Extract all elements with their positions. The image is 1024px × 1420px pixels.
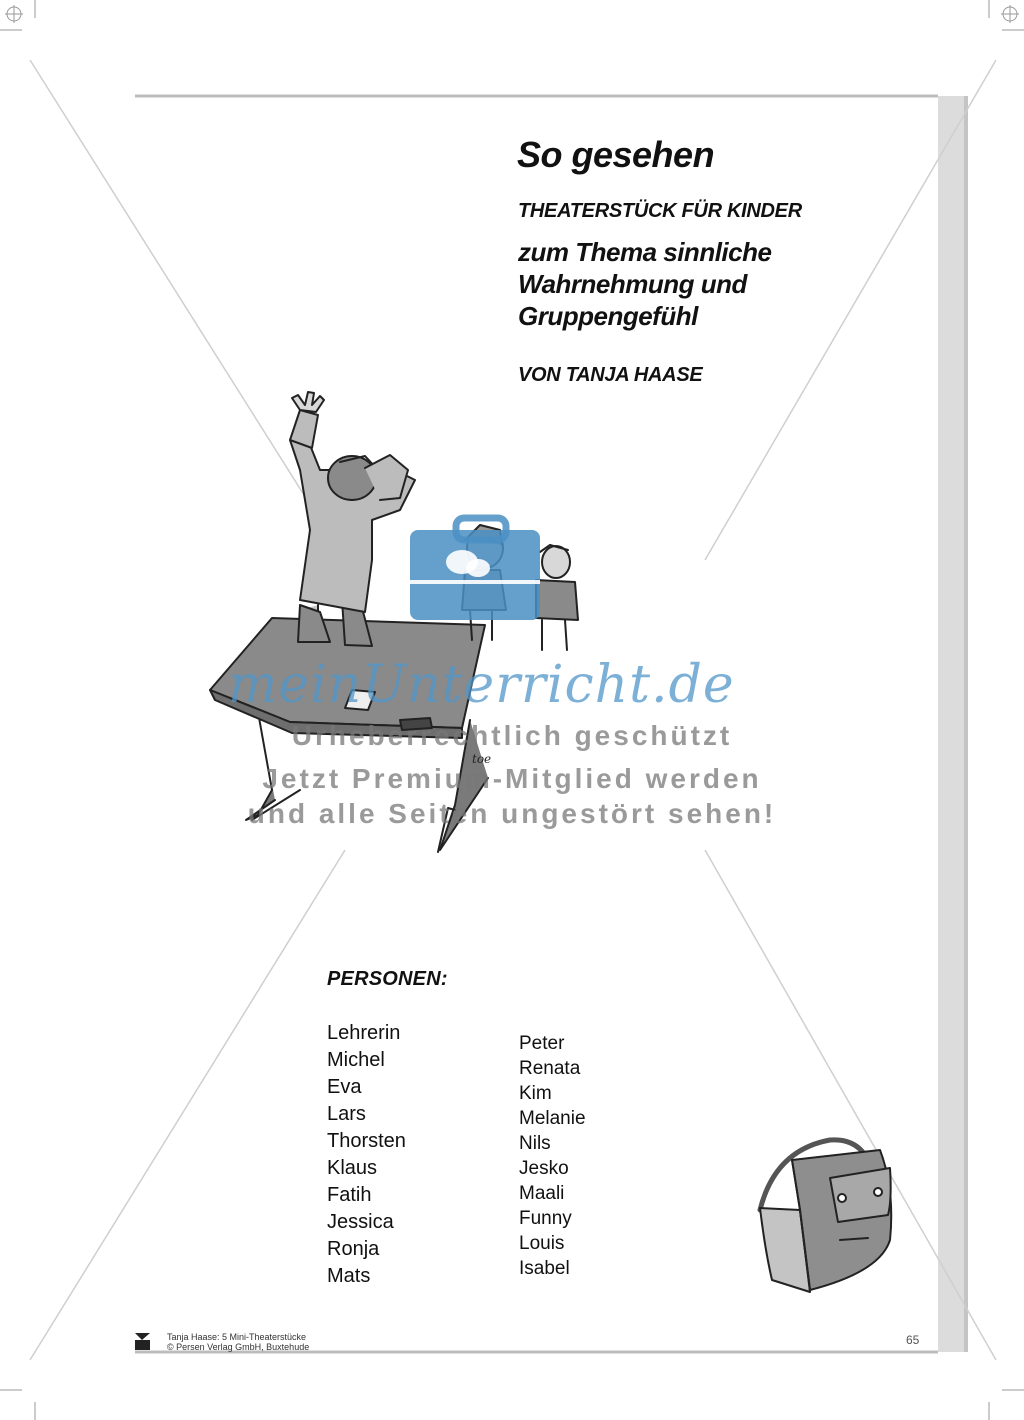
cast-name: Michel [327,1049,385,1071]
cast-heading: PERSONEN: [327,968,448,990]
cast-name: Nils [519,1133,551,1154]
topic-line: Gruppengefühl [518,301,698,331]
cast-name: Maali [519,1183,565,1204]
cast-name: Jesko [519,1158,569,1179]
cast-name: Louis [519,1233,565,1254]
cast-name: Lars [327,1103,366,1125]
cast-name: Isabel [519,1258,570,1279]
cast-name: Fatih [327,1184,372,1206]
watermark-copyright-notice: Urheberrechtlich geschützt [291,720,733,751]
publisher-logo [135,1333,150,1350]
cast-name: Ronja [327,1238,380,1260]
cast-name: Melanie [519,1108,586,1129]
footer-book-title: Tanja Haase: 5 Mini-Theaterstücke [167,1332,307,1342]
cast-name: Mats [327,1265,371,1287]
cast-name: Funny [519,1208,572,1229]
watermark-briefcase-logo [410,518,540,620]
play-topic [518,236,848,332]
watermark-premium-notice: Jetzt Premium-Mitglied werden [262,763,762,794]
schoolbag-illustration [760,1140,891,1292]
watermark-view-notice: und alle Seiten ungestört sehen! [247,798,777,829]
cast-name: Peter [519,1033,565,1054]
page-number: 65 [906,1333,920,1347]
cast-name: Thorsten [327,1130,406,1152]
cast-name: Lehrerin [327,1022,401,1044]
topic-line: Wahrnehmung und [518,269,747,299]
watermark-logo-text: meinUnterricht.de [228,655,735,715]
cast-name: Jessica [327,1211,394,1233]
cast-list-column-2 [519,1031,586,1281]
child-figure-right [536,545,578,650]
artist-signature: toe [472,752,492,766]
topic-line: zum Thema sinnliche [518,237,772,267]
play-title: So gesehen [517,134,715,175]
cast-list-column-1 [327,1020,406,1290]
cast-name: Eva [327,1076,362,1098]
footer-copyright: © Persen Verlag GmbH, Buxtehude [167,1342,310,1352]
cast-name: Klaus [327,1157,378,1179]
play-author: VON TANJA HAASE [518,364,703,386]
cast-name: Renata [519,1058,581,1079]
cast-name: Kim [519,1083,552,1104]
play-subtitle: THEATERSTÜCK FÜR KINDER [518,200,802,222]
